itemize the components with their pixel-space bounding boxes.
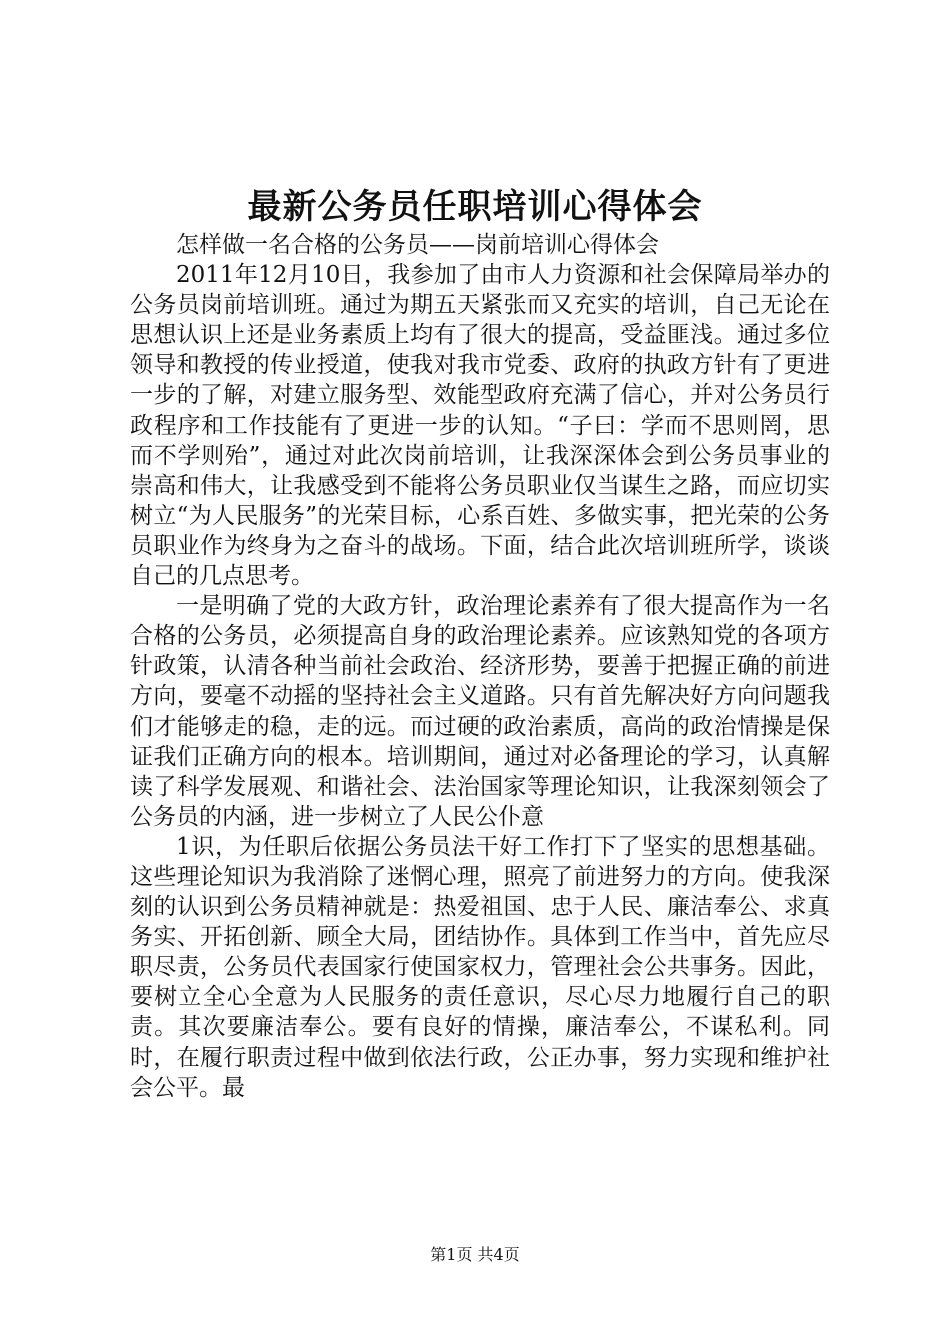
- paragraph-continued: 1识，为任职后依据公务员法干好工作打下了坚实的思想基础。这些理论知识为我消除了迷惘心理，照亮了前进努力的方向。使我深刻的认识到公务员精神就是：热爱祖国、忠于人民、廉洁奉公、求真务实、开拓创新、顾全大局，团结协作。具体到工作当中，首先应尽职尽责，公务员代表国家行使国家权力，管理社会公共事务。因此，要树立全心全意为人民服务的责任意识，尽心尽力地履行自己的职责。其次要廉洁奉公。要有良好的情操，廉洁奉公，不谋私利。同时，在履行职责过程中做到依法行政，公正办事，努力实现和维护社会公平。最: [130, 833, 830, 1101]
- paragraph-point-one: 一是明确了党的大政方针，政治理论素养有了很大提高作为一名合格的公务员，必须提高自身的政治理论素养。应该熟知党的各项方针政策，认清各种当前社会政治、经济形势，要善于把握正确的前进方向，要毫不动摇的坚持社会主义道路。只有首先解决好方向问题我们才能够走的稳，走的远。而过硬的政治素质，高尚的政治情操是保证我们正确方向的根本。培训期间，通过对必备理论的学习，认真解读了科学发展观、和谐社会、法治国家等理论知识，让我深刻领会了公务员的内涵，进一步树立了人民公仆意: [130, 593, 830, 830]
- document-body: [130, 230, 830, 1103]
- document-title: 最新公务员任职培训心得体会: [247, 187, 703, 227]
- paragraph-intro: 2011年12月10日，我参加了由市人力资源和社会保障局举办的公务员岗前培训班。通过为期五天紧张而又充实的培训，自己无论在思想认识上还是业务素质上均有了很大的提高，受益匪浅。通过多位领导和教授的传业授道，使我对我市党委、政府的执政方针有了更进一步的了解，对建立服务型、效能型政府充满了信心，并对公务员行政程序和工作技能有了更进一步的认知。“子曰：学而不思则罔，思而不学则殆”，通过对此次岗前培训，让我深深体会到公务员事业的崇高和伟大，让我感受到不能将公务员职业仅当谋生之路，而应切实树立“为人民服务”的光荣目标，心系百姓、多做实事，把光荣的公务员职业作为终身为之奋斗的战场。下面，结合此次培训班所学，谈谈自己的几点思考。: [130, 262, 830, 590]
- page-number-footer: 第1页 共4页: [430, 1245, 520, 1264]
- paragraph-subtitle: 怎样做一名合格的公务员——岗前培训心得体会: [176, 232, 659, 258]
